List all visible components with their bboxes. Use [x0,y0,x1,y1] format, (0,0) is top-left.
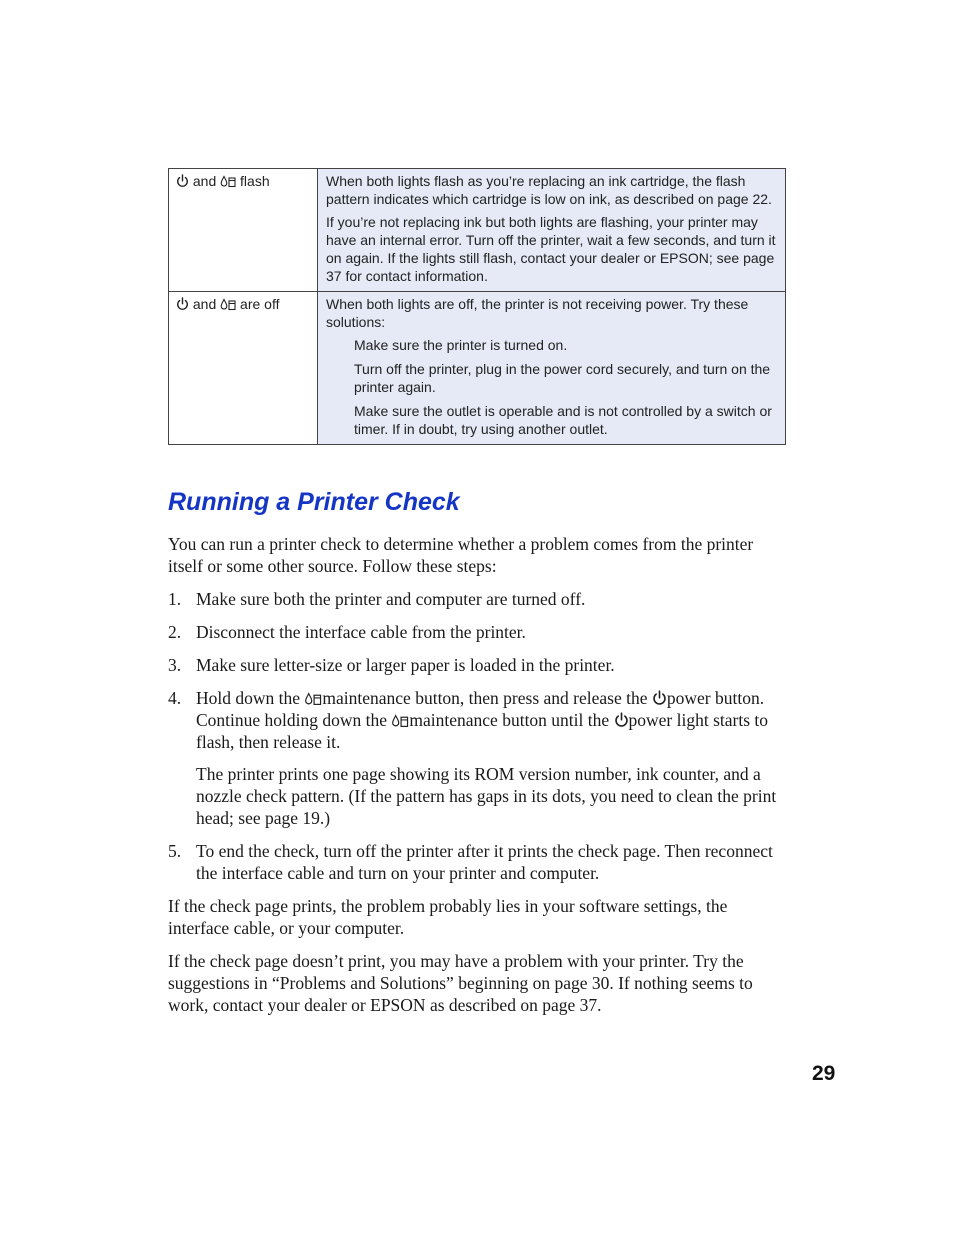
ink-drop-icon [220,298,236,311]
section-body [168,533,786,1027]
description-paragraph: If you’re not replacing ink but both lights are flashing, your printer may have an internal error. Turn off the printer, wait a few seconds, and turn it on again. If the lights still flash, contact your dealer or EPSON; see page 37 for contact information. [326,214,776,284]
list-item [168,840,786,884]
description-cell [318,169,786,292]
condition-text: and [192,296,217,312]
step-text: To end the check, turn off the printer after it prints the check page. Then reconnect the interface cable and turn on your printer and computer. [196,841,773,883]
light-status-table [168,168,786,445]
power-icon [176,174,189,188]
step-text-part: maintenance button until the [409,710,610,730]
step-number: 2. [168,622,182,642]
power-icon [614,712,629,728]
solution-item: Make sure the outlet is operable and is not controlled by a switch or timer. If in doubt, try using another outlet. [354,403,772,437]
ink-drop-icon [304,692,322,706]
condition-cell [169,169,318,292]
intro-paragraph: You can run a printer check to determine whether a problem comes from the printer itself or some other source. Follow these steps: [168,534,754,576]
list-item [168,621,786,643]
step-number: 4. [168,688,182,708]
condition-text: are off [240,296,280,312]
step-text: Disconnect the interface cable from the printer. [196,622,526,642]
page-number: 29 [812,1062,836,1085]
step-text-part: power button. Continue holding down the [196,688,765,730]
ink-drop-icon [391,714,409,728]
step-text-part: Hold down the [196,688,301,708]
condition-cell [169,292,318,445]
list-item [168,687,786,829]
solution-item: Turn off the printer, plug in the power cord securely, and turn on the printer again. [354,361,771,395]
list-item [168,654,786,676]
section-title: Running a Printer Check [168,488,460,516]
step-text-part: maintenance button, then press and release the [322,688,648,708]
ink-drop-icon [220,175,236,188]
description-cell [318,292,786,445]
solution-item: Make sure the printer is turned on. [354,337,568,353]
condition-text: flash [240,173,270,189]
step-text-part: power light starts to flash, then release it. [196,710,769,752]
table-row [169,292,786,445]
step-text: Make sure letter-size or larger paper is loaded in the printer. [196,655,615,675]
description-paragraph: When both lights flash as you’re replacing an ink cartridge, the flash pattern indicates which cartridge is low on ink, as described on page 22. [326,173,772,207]
power-icon [176,297,189,311]
description-paragraph: When both lights are off, the printer is not receiving power. Try these solutions: [326,296,749,330]
step-text [196,687,786,829]
steps-list [168,588,786,884]
step-note: The printer prints one page showing its ROM version number, ink counter, and a nozzle check pattern. (If the pattern has gaps in its dots, you need to clean the print head; see page 19.) [196,764,777,828]
power-icon [652,690,667,706]
step-number: 5. [168,841,182,861]
body-paragraph: If the check page prints, the problem probably lies in your software settings, the interface cable, or your computer. [168,896,728,938]
list-item [168,588,786,610]
condition-text: and [192,173,217,189]
step-number: 3. [168,655,182,675]
step-text: Make sure both the printer and computer are turned off. [196,589,586,609]
table-row [169,169,786,292]
step-number: 1. [168,589,182,609]
body-paragraph: If the check page doesn’t print, you may have a problem with your printer. Try the suggestions in “Problems and Solutions” beginning on page 30. If nothing seems to work, contact your dealer or EPSON as described on page 37. [168,951,753,1015]
